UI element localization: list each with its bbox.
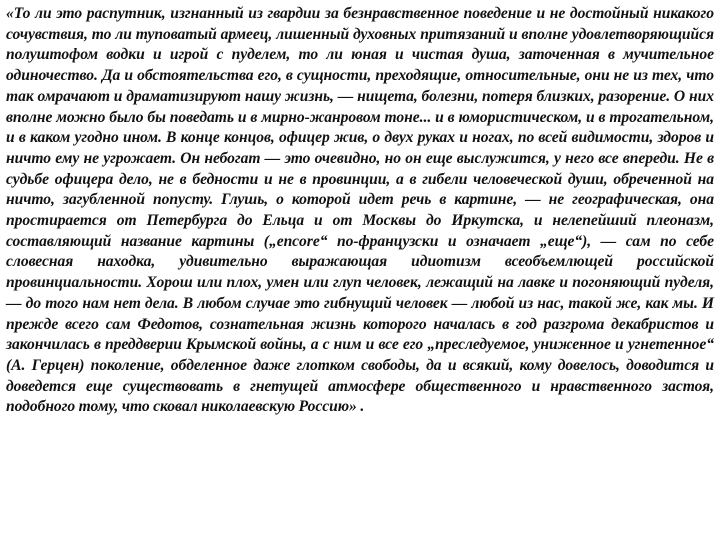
quote-paragraph: «То ли это распутник, изгнанный из гвардии за безнравственное поведение и не достойный никакого сочувствия, то ли туповатый армеец, лишенный духовных притязаний и вполне удовлетворяющийся полуштофом водки и игрой с пуделем, то ли юная и чистая душа, заточенная в мучительное одиночество. Да и обстоятельства его, в сущности, преходящие, относительные, они не из тех, что так омрачают и драматизируют нашу жизнь, — нищета, болезни, потеря близких, разорение. О них вполне можно было бы поведать и в мирно-жанровом тоне... и в юмористическом, и в трогательном, и в каком угодно ином. В конце концов, офицер жив, о двух руках и ногах, по всей видимости, здоров и ничто ему не угрожает. Он небогат — это очевидно, но он еще выслужится, у него все впереди. Не в судьбе офицера дело, не в бедности и не в провинции, а в гибели человеческой души, обреченной на ничто, загубленной попусту. Глушь, о которой идет речь в картине, — не географическая, она простирается от Петербурга до Ельца и от Москвы до Иркутска, и нелепейший плеоназм, составляющий название картины („encore“ по-французски и означает „еще“), — сам по себе словесная находка, удивительно выражающая идиотизм всеобъемлющей российской провинциальности. Хорош или плох, умен или глуп человек, лежащий на лавке и погоняющий пуделя, — до того нам нет дела. В любом случае это гибнущий человек — любой из нас, такой же, как мы. И прежде всего сам Федотов, сознательная жизнь которого началась в год разгрома декабристов и закончилась в преддверии Крымской войны, а с ним и все его „преследуемое, униженное и угнетенное“ (А. Герцен) поколение, обделенное даже глотком свободы, да и всякий, кому довелось, доводится и доведется еще существовать в гнетущей атмосфере общественного и нравственного застоя, подобного тому, что сковал николаевскую Россию» . bbox=[6, 5, 714, 416]
